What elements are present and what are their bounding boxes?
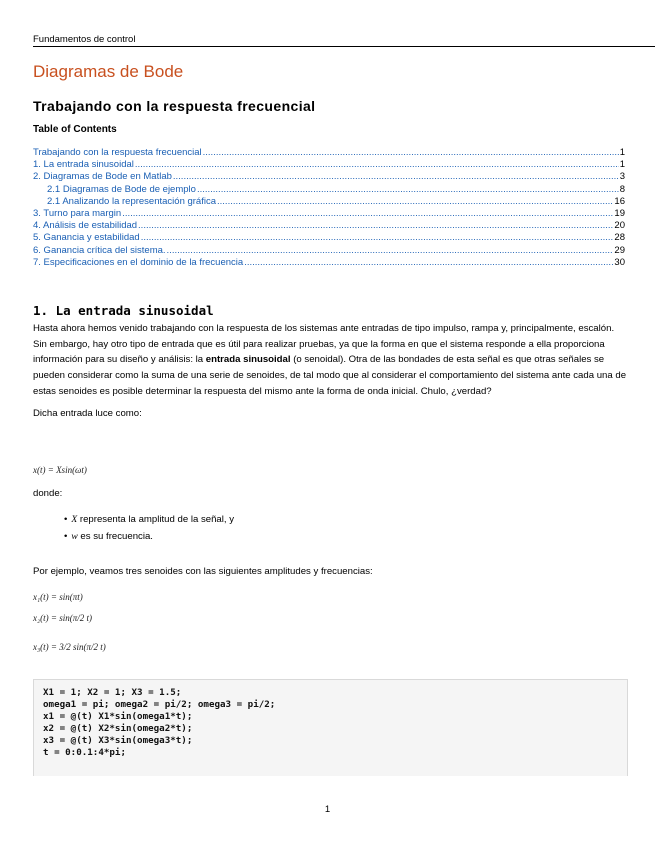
toc-entry-page: 8 [619, 183, 625, 195]
paragraph-intro [33, 321, 628, 400]
code-line: X1 = 1; X2 = 1; X3 = 1.5; [43, 687, 182, 698]
toc-entry-label: 3. Turno para margin [33, 207, 122, 219]
toc-entry[interactable] [33, 159, 625, 171]
toc-leader-dots [173, 171, 619, 183]
toc-entry-label: 2. Diagramas de Bode en Matlab [33, 171, 172, 183]
toc-entry[interactable] [33, 196, 625, 208]
toc-entry[interactable] [33, 220, 625, 232]
toc-entry-label: 2.1 Diagramas de Bode de ejemplo [47, 183, 196, 195]
code-line: omega1 = pi; omega2 = pi/2; omega3 = pi/2; [43, 699, 276, 710]
code-line: t = 0:0.1:4*pi; [43, 747, 126, 758]
table-of-contents [33, 147, 625, 269]
toc-entry-label: 6. Ganancia crítica del sistema. [33, 244, 166, 256]
toc-entry-page: 30 [614, 256, 625, 268]
toc-entry-page: 1 [619, 159, 625, 171]
section-heading: 1. La entrada sinusoidal [33, 303, 214, 318]
toc-leader-dots [197, 184, 619, 196]
toc-entry-label: 5. Ganancia y estabilidad [33, 232, 140, 244]
toc-leader-dots [217, 196, 613, 208]
toc-entry[interactable] [33, 147, 625, 159]
toc-leader-dots [138, 220, 613, 232]
code-line: x3 = @(t) X3*sin(omega3*t); [43, 735, 193, 746]
paragraph-text: Hasta ahora hemos venido trabajando con la respuesta de los sistemas ante entradas de tipo impulso, rampa y, principalmente, escalón. Sin embargo, hay otro tipo de entrada que es útil para realizar pruebas, ya que la forma en que el sistema responde a ella proporciona información para su diseño y análisis: la [33, 323, 615, 366]
toc-leader-dots [135, 159, 619, 171]
toc-entry-page: 1 [619, 147, 625, 158]
formula-x1: x₁(t) = sin(πt) [33, 592, 83, 602]
toc-leader-dots [244, 257, 613, 269]
paragraph: Por ejemplo, veamos tres senoides con las siguientes amplitudes y frecuencias: [33, 566, 373, 577]
toc-leader-dots [122, 208, 613, 220]
formula-x3: x₃(t) = 3/2 sin(π/2 t) [33, 642, 106, 652]
paragraph: Dicha entrada luce como: [33, 408, 142, 419]
list-item-text: es su frecuencia. [77, 530, 153, 542]
toc-entry-label: 7. Especificaciones en el dominio de la frecuencia [33, 256, 244, 268]
toc-entry-page: 19 [614, 207, 625, 219]
toc-entry[interactable] [33, 245, 625, 257]
bold-term: entrada sinusoidal [205, 354, 291, 366]
document-title: Diagramas de Bode [33, 62, 184, 81]
toc-entry-label: Trabajando con la respuesta frecuencial [33, 147, 202, 158]
page-number: 1 [324, 804, 331, 815]
code-block[interactable] [33, 679, 628, 776]
toc-title: Table of Contents [33, 124, 117, 135]
code-line: x2 = @(t) X2*sin(omega2*t); [43, 723, 193, 734]
toc-entry-page: 16 [614, 195, 625, 207]
toc-entry-page: 3 [619, 171, 625, 183]
toc-leader-dots [203, 147, 619, 159]
toc-leader-dots [167, 245, 614, 257]
toc-entry-label: 1. La entrada sinusoidal [33, 159, 134, 171]
toc-entry-label: 4. Análisis de estabilidad [33, 220, 138, 232]
section-title: Trabajando con la respuesta frecuencial [33, 98, 316, 114]
toc-entry[interactable] [33, 171, 625, 183]
list-item [64, 512, 234, 529]
toc-entry-page: 20 [614, 220, 625, 232]
formula-sine-input: x(t) = Xsin(ωt) [33, 465, 87, 475]
paragraph-text: (o senoidal). Otra de las bondades de esta señal es que otras señales se pueden considerar como la suma de una serie de senoides, de tal modo que al considerar el comportamiento del sistema ante cada una de estas senoides es posible determinar la respuesta del mismo ante la forma de onda inicial. Chulo, ¿verdad? [33, 354, 627, 397]
toc-entry[interactable] [33, 208, 625, 220]
math-variable: w [71, 530, 78, 542]
toc-entry-page: 29 [614, 244, 625, 256]
toc-leader-dots [141, 232, 614, 244]
formula-x2: x₂(t) = sin(π/2 t) [33, 613, 92, 623]
toc-entry[interactable] [33, 184, 625, 196]
toc-entry-label: 2.1 Analizando la representación gráfica [47, 195, 217, 207]
toc-entry[interactable] [33, 232, 625, 244]
code-line: x1 = @(t) X1*sin(omega1*t); [43, 711, 193, 722]
paragraph: donde: [33, 488, 63, 499]
math-variable: X [71, 514, 78, 525]
bullet-list [64, 512, 234, 545]
list-item-text: representa la amplitud de la señal, y [77, 514, 235, 525]
toc-entry-page: 28 [614, 232, 625, 244]
list-item [64, 529, 234, 546]
running-header: Fundamentos de control [33, 34, 655, 47]
toc-entry[interactable] [33, 257, 625, 269]
